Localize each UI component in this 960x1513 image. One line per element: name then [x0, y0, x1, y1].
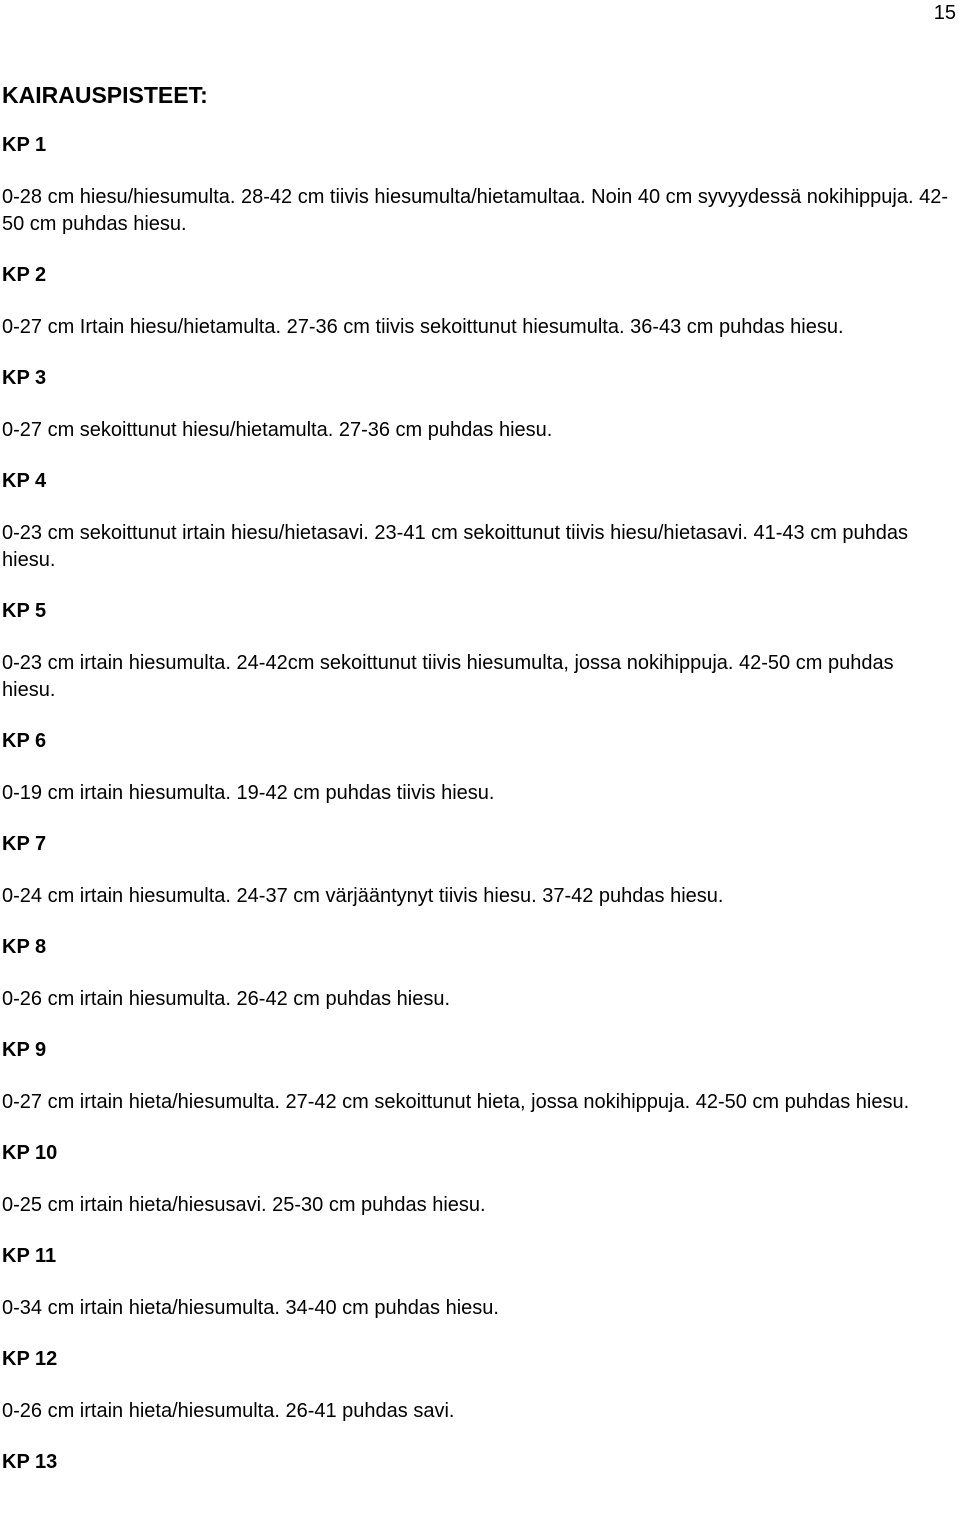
- kp-8-title: KP 8: [2, 936, 47, 958]
- document-body: [2, 80, 952, 1501]
- kp-5-section: [2, 598, 952, 704]
- kp-8-description: 0-26 cm irtain hiesumulta. 26-42 cm puhdas hiesu.: [2, 988, 451, 1010]
- kp-2-title: KP 2: [2, 264, 47, 286]
- kp-1-description: 0-28 cm hiesu/hiesumulta. 28-42 cm tiivis hiesumulta/hietamultaa. Noin 40 cm syvyydessä nokihippuja. 42-50 cm puhdas hiesu.: [2, 186, 949, 235]
- kp-12-section: [2, 1346, 952, 1425]
- kp-1-section: [2, 132, 952, 238]
- kp-1-title: KP 1: [2, 134, 47, 156]
- kp-2-section: [2, 262, 952, 341]
- kp-7-title: KP 7: [2, 833, 47, 855]
- kp-4-section: [2, 468, 952, 574]
- page-number: 15: [933, 2, 956, 24]
- section-heading: KAIRAUSPISTEET:: [2, 82, 208, 108]
- kp-10-title: KP 10: [2, 1142, 58, 1164]
- kp-6-title: KP 6: [2, 730, 47, 752]
- kp-13-title: KP 13: [2, 1451, 58, 1473]
- kp-10-description: 0-25 cm irtain hieta/hiesusavi. 25-30 cm puhdas hiesu.: [2, 1194, 486, 1216]
- kp-10-section: [2, 1140, 952, 1219]
- kp-4-title: KP 4: [2, 470, 47, 492]
- kp-7-section: [2, 831, 952, 910]
- kp-3-section: [2, 365, 952, 444]
- kp-11-title: KP 11: [2, 1245, 57, 1267]
- kp-6-description: 0-19 cm irtain hiesumulta. 19-42 cm puhdas tiivis hiesu.: [2, 782, 495, 804]
- kp-2-description: 0-27 cm Irtain hiesu/hietamulta. 27-36 cm tiivis sekoittunut hiesumulta. 36-43 cm puhdas hiesu.: [2, 316, 844, 338]
- kp-11-description: 0-34 cm irtain hieta/hiesumulta. 34-40 cm puhdas hiesu.: [2, 1297, 499, 1319]
- kp-9-section: [2, 1037, 952, 1116]
- kp-12-title: KP 12: [2, 1348, 58, 1370]
- kp-13-section: [2, 1449, 952, 1475]
- kp-6-section: [2, 728, 952, 807]
- kp-5-description: 0-23 cm irtain hiesumulta. 24-42cm sekoittunut tiivis hiesumulta, jossa nokihippuja. 42-50 cm puhdas hiesu.: [2, 652, 894, 701]
- kp-4-description: 0-23 cm sekoittunut irtain hiesu/hietasavi. 23-41 cm sekoittunut tiivis hiesu/hietasavi. 41-43 cm puhdas hiesu.: [2, 522, 909, 571]
- kp-3-description: 0-27 cm sekoittunut hiesu/hietamulta. 27-36 cm puhdas hiesu.: [2, 419, 553, 441]
- kp-9-description: 0-27 cm irtain hieta/hiesumulta. 27-42 cm sekoittunut hieta, jossa nokihippuja. 42-50 cm puhdas hiesu.: [2, 1091, 910, 1113]
- kp-9-title: KP 9: [2, 1039, 47, 1061]
- kp-11-section: [2, 1243, 952, 1322]
- kp-3-title: KP 3: [2, 367, 47, 389]
- kp-8-section: [2, 934, 952, 1013]
- kp-12-description: 0-26 cm irtain hieta/hiesumulta. 26-41 puhdas savi.: [2, 1400, 455, 1422]
- kp-7-description: 0-24 cm irtain hiesumulta. 24-37 cm värjääntynyt tiivis hiesu. 37-42 puhdas hiesu.: [2, 885, 724, 907]
- kp-5-title: KP 5: [2, 600, 47, 622]
